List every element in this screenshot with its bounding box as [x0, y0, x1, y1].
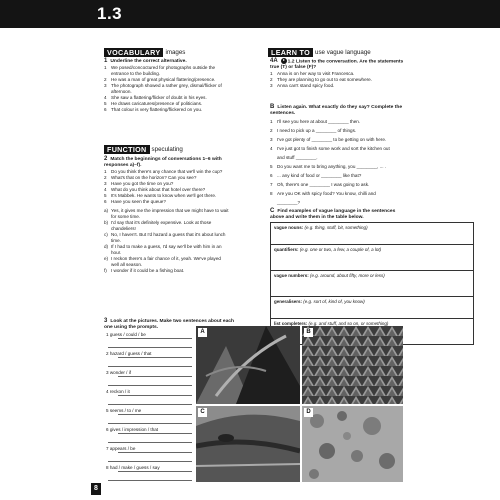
exercise-4a-item: 1 Anna is on her way to visit Francesca. [270, 71, 355, 77]
picture-d [302, 406, 403, 482]
exercise-4b-item: 4 I've just got to finish some work and sort the kitchen out [270, 146, 390, 151]
exercise-2-response: hour. [111, 250, 122, 255]
exercise-3-prompt: 8 had / make / guess / say [106, 465, 160, 470]
answer-line[interactable] [108, 480, 192, 481]
exercise-2-item: 1 Do you think there's any chance that we'll win the cup? [104, 169, 223, 174]
exercise-2-response: well all season. [111, 262, 143, 267]
exercise-1-items [104, 65, 222, 113]
answer-line[interactable] [118, 395, 192, 396]
vague-table-label: vague nouns: [274, 225, 304, 230]
exercise-4a-item: 2 They are planning to go out to eat somewhere. [270, 77, 372, 83]
picture-a [196, 326, 300, 404]
exercise-2-response: a) Yes, it gives me the impression that we might have to wait [104, 208, 229, 213]
picture-a-label: A [198, 328, 207, 337]
exercise-4b-item: 7 Oh, there's one ________ I was going to ask. [270, 182, 370, 187]
vague-table-row[interactable] [271, 297, 473, 319]
exercise-4b-item: and stuff ________. [277, 155, 318, 160]
page-number: 8 [91, 483, 101, 495]
exercise-2-response: for some time. [111, 214, 141, 219]
answer-line[interactable] [118, 414, 192, 415]
answer-line[interactable] [108, 385, 192, 386]
exercise-3-prompt: 6 gives / impression / that [106, 427, 159, 432]
exercise-1 [104, 58, 222, 113]
exercise-2-item: 4 What do you think about that hotel over there? [104, 187, 206, 192]
picture-d-label: D [304, 408, 313, 417]
vague-table-label: list completers: [274, 321, 308, 326]
bird-feather-image [196, 326, 300, 404]
vague-table-example: (e.g. and stuff, and so on, or something) [308, 321, 389, 326]
exercise-1-item: afternoon. [111, 89, 132, 94]
unit-number: 1.3 [97, 4, 123, 23]
exercise-4b: B Listen again. What exactly do they say? Complete the sentences. 1 I'll see you here at about ________ then. 2 I need to pick up a ________ of things. 3 I've got plenty of ________ to be getting on with here. 4 I've just got to finish some work and sort the kitchen out and stuff ________. 5 Do you want me to bring anything, you ________, ... . 6 ... any kind of food or ________ like that? 7 Oh, there's one ________ I was going to ask. 8 Are you OK with spicy food? You know, chilli and ________? [270, 104, 403, 205]
exercise-4b-item: 1 I'll see you here at about ________ then. [270, 119, 361, 124]
vocabulary-subtitle: images [165, 49, 186, 57]
exercise-2-response: chandeliers! [111, 226, 136, 231]
exercise-1-item: 6 That colour is very flattering/flickered on you. [104, 107, 203, 112]
crocodile-image [196, 406, 300, 482]
exercise-2-item: 6 Have you seen the queue? [104, 199, 166, 204]
vague-table-example: (e.g. thing, stuff, bit, something) [304, 225, 368, 230]
exercise-2-response: d) If I had to make a guess, I'd say we'll be with him in an [104, 244, 222, 249]
function-section-heading [104, 141, 183, 155]
audio-play-icon[interactable] [281, 58, 287, 64]
picture-c-label: C [198, 408, 207, 417]
exercise-1-item: 1 We posed/concoctured for photographs outside the [104, 65, 216, 70]
exercise-4b-item: 6 ... any kind of food or ________ like that? [270, 173, 362, 178]
exercise-1-instruction: 1 Underline the correct alternative. [104, 58, 187, 64]
learn-to-section-heading [268, 44, 371, 58]
picture-b [302, 326, 403, 404]
exercise-3-prompt: 7 appears / be [106, 446, 136, 451]
learn-to-subtitle: use vague language [315, 49, 371, 57]
vague-table-example: (e.g. one or two, a few, a couple of, a lot) [299, 247, 382, 252]
exercise-2-response: e) I reckon there's a fair chance of it, yeah. We've played [104, 256, 221, 261]
answer-line[interactable] [108, 461, 192, 462]
exercise-4a-item: 3 Anna can't stand spicy food. [270, 83, 335, 89]
exercise-2-item: 3 Have you got the time on you? [104, 181, 174, 186]
exercise-3-prompt: 4 reckon / it [106, 389, 130, 394]
answer-line[interactable] [108, 442, 192, 443]
exercise-2-instruction-line2: responses a)–f). [104, 163, 142, 168]
vocabulary-section-heading [104, 44, 186, 58]
answer-line[interactable] [118, 357, 192, 358]
answer-line[interactable] [118, 376, 192, 377]
exercise-4b-item: 5 Do you want me to bring anything, you ________, ... . [270, 164, 387, 169]
exercise-1-item: 3 The photograph showed a rather grey, dismal/flicker of [104, 83, 222, 88]
exercise-2-items [104, 169, 229, 205]
exercise-4b-item: 8 Are you OK with spicy food? You know, chilli and [270, 191, 376, 196]
vague-table-example: (e.g. sort of, kind of, you know) [303, 299, 365, 304]
unit-header-bar [0, 0, 500, 28]
exercise-4c: C Find examples of vague language in the sentences above and write them in the table below. [270, 208, 396, 220]
learn-to-pill: LEARN TO [268, 48, 313, 57]
exercise-2-response: time. [111, 238, 121, 243]
exercise-3-prompt: 5 seems / to / me [106, 408, 142, 413]
vague-table-label: quantifiers: [274, 247, 299, 252]
picture-c [196, 406, 300, 482]
vague-table-row[interactable] [271, 223, 473, 245]
vague-table-example: (e.g. around, about fifty, more or less) [310, 273, 385, 278]
answer-line[interactable] [108, 423, 192, 424]
vague-table-label: vague numbers: [274, 273, 309, 278]
exercise-3-instruction: 3 Look at the pictures. Make two sentences about each one using the prompts. [104, 318, 234, 330]
exercise-2-response: b) I'd say that it's definitely expensive. Look at those [104, 220, 212, 225]
exercise-1-item: 5 He draws caricatures/presence of politicians. [104, 101, 203, 106]
exercise-1-item: 2 He was a man of great physical flattering/presence. [104, 77, 216, 82]
answer-line[interactable] [118, 433, 192, 434]
answer-line[interactable] [118, 471, 192, 472]
picture-b-label: B [304, 328, 313, 337]
answer-line[interactable] [108, 347, 192, 348]
exercise-4b-item: ________? [277, 200, 300, 205]
vocabulary-pill: VOCABULARY [104, 48, 163, 57]
answer-line[interactable] [118, 338, 192, 339]
exercise-1-item: entrance to the building. [111, 71, 161, 76]
water-drops-image [302, 406, 403, 482]
function-subtitle: speculating [151, 146, 183, 154]
exercise-3-prompt: 1 guess / could / be [106, 332, 146, 337]
exercise-2-item: 2 What's that on the horizon? Can you see? [104, 175, 197, 180]
exercise-1-item: 4 She saw a flattering/flicker of doubt in his eyes. [104, 95, 207, 100]
answer-line[interactable] [118, 452, 192, 453]
exercise-2-instruction: 2 Match the beginnings of conversations 1–6 with [104, 156, 222, 162]
exercise-3-prompt: 2 hazard / guess / that [106, 351, 152, 356]
exercise-4b-item: 3 I've got plenty of ________ to be getting on with here. [270, 137, 387, 142]
exercise-2-response: f) I wonder if it could be a fishing boat. [104, 268, 185, 273]
exercise-2-response: c) No, I haven't. But I'd hazard a guess that it's about lunch [104, 232, 226, 237]
scales-texture-image [302, 326, 403, 404]
exercise-4a: 4A 1.2 Listen to the conversation. Are the statements true (T) or false (F)? 1 Anna is on her way to visit Francesca. 2 They are planning to go out to eat somewhere. 3 Anna can't stand spicy food. [270, 58, 404, 89]
answer-line[interactable] [108, 404, 192, 405]
vague-table-row[interactable] [271, 271, 473, 297]
exercise-2-responses [104, 208, 229, 274]
exercise-2-item: 5 It's Mabbek. He wants to know when we'll get there. [104, 193, 217, 198]
exercise-4b-item: 2 I need to pick up a ________ of things. [270, 128, 357, 133]
vague-table-row[interactable] [271, 245, 473, 271]
exercise-2 [104, 156, 229, 274]
vague-table-label: generalisers: [274, 299, 303, 304]
answer-line[interactable] [108, 366, 192, 367]
function-pill: FUNCTION [104, 145, 150, 154]
exercise-3-prompt: 3 wonder / if [106, 370, 132, 375]
